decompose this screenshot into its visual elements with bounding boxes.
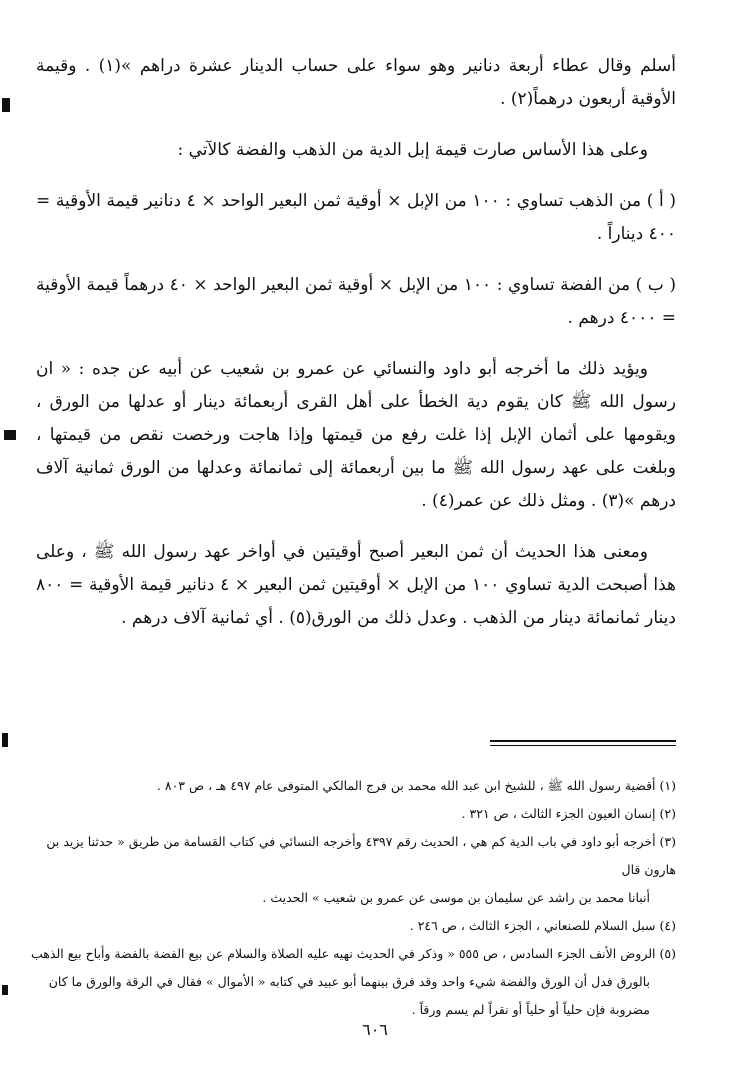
footnote-continuation: أنبانا محمد بن راشد عن سليمان بن موسى عن عمرو بن شعيب » الحديث .: [262, 890, 650, 905]
paragraph-2: وعلى هذا الأساس صارت قيمة إبل الدية من الذهب والفضة كالآتي :: [177, 140, 648, 160]
scan-mark: [2, 733, 8, 747]
footnote-4: [30, 912, 676, 940]
footnote-2: [30, 800, 676, 828]
footnote-text: (٥) الروض الأنف الجزء السادس ، ص ٥٥٥ « وذكر في الحديث نهيه عليه الصلاة والسلام عن بيع الفضة بالفضة وأباح بيع الذهب: [31, 946, 676, 961]
scan-mark: [2, 985, 8, 995]
scan-mark: [2, 98, 10, 112]
footnote-text: (٢) إنسان العيون الجزء الثالث ، ص ٣٢١ .: [461, 806, 676, 821]
footnote-separator: [490, 740, 676, 746]
paragraph-3: ( أ ) من الذهب تساوي : ١٠٠ من الإبل × أوقية ثمن البعير الواحد × ٤ دنانير قيمة الأوقية = ٤٠٠ ديناراً .: [36, 191, 677, 244]
page-number: ٦٠٦: [362, 1020, 388, 1039]
footnote-text: (٤) سبل السلام للصنعاني ، الجزء الثالث ، ص ٢٤٦ .: [409, 918, 676, 933]
main-text: [36, 50, 676, 653]
footnote-3: [30, 828, 676, 912]
paragraph-6: ومعنى هذا الحديث أن ثمن البعير أصبح أوقيتين في أواخر عهد رسول الله ﷺ ، وعلى هذا أصبحت الدية تساوي ١٠٠ من الإبل × أوقيتين ثمن البعير × ٤ دنانير قيمة الأوقية = ٨٠٠ دينار ثمانمائة دينار من الذهب . وعدل ذلك من الورق(٥) . أي ثمانية آلاف درهم .: [36, 542, 676, 628]
footnotes: [30, 772, 676, 1024]
scan-mark: [4, 430, 16, 440]
footnote-continuation: بالورق فدل أن الورق والفضة شيء واحد وقد فرق بينهما أبو عبيد في كتابه « الأموال » فقال في الرقة والورق ما كان مضروبة فإن حلياً أو حلياً أو نقراً لم يسم ورقاً .: [48, 974, 650, 1017]
footnote-text: (٣) أخرجه أبو داود في باب الدية كم هي ، الحديث رقم ٤٣٩٧ وأخرجه النسائي في كتاب القسامة من طريق « حدثنا يزيد بن هارون قال: [46, 834, 676, 877]
paragraph-4: ( ب ) من الفضة تساوي : ١٠٠ من الإبل × أوقية ثمن البعير الواحد × ٤٠ درهماً قيمة الأوقية = ٤٠٠٠ درهم .: [36, 275, 676, 328]
footnote-text: (١) أقضية رسول الله ﷺ ، للشيخ ابن عبد الله محمد بن فرج المالكي المتوفى عام ٤٩٧ هـ ، ص ٨٠٣ .: [156, 778, 676, 793]
footnote-1: [30, 772, 676, 800]
paragraph-5: ويؤيد ذلك ما أخرجه أبو داود والنسائي عن عمرو بن شعيب عن أبيه عن جده : « ان رسول الله ﷺ كان يقوم دية الخطأ على أهل القرى أربعمائة دينار أو عدلها من الورق ، ويقومها على أثمان الإبل إذا غلت رفع من قيمتها وإذا هاجت ورخصت نقص من قيمتها ، وبلغت على عهد رسول الله ﷺ ما بين أربعمائة إلى ثمانمائة وعدلها من الورق ثمانية آلاف درهم »(٣) . ومثل ذلك عن عمر(٤) .: [36, 359, 676, 511]
footnote-5: [30, 940, 676, 1024]
paragraph-1: أسلم وقال عطاء أربعة دنانير وهو سواء على حساب الدينار عشرة دراهم »(١) . وقيمة الأوقية أربعون درهماً(٢) .: [36, 56, 676, 109]
